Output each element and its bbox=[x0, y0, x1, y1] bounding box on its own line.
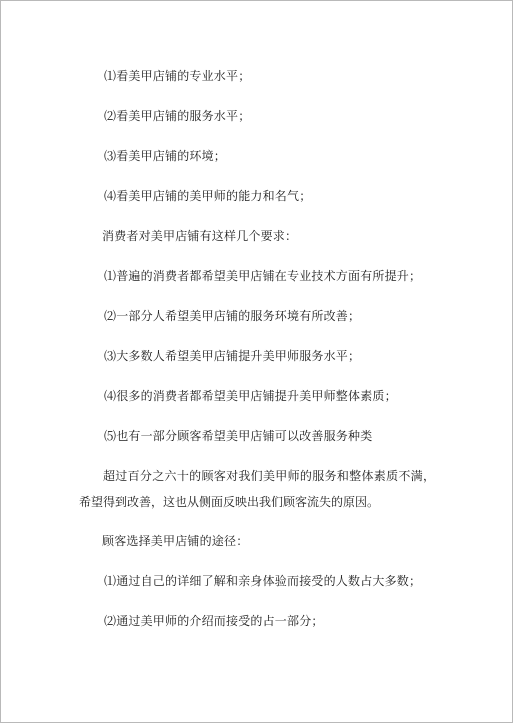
section-heading: 顾客选择美甲店铺的途径： bbox=[102, 534, 249, 548]
paragraph-item: ⑶大多数人希望美甲店铺提升美甲师服务水平； bbox=[104, 349, 361, 363]
paragraph-item: ⑷很多的消费者都希望美甲店铺提升美甲师整体素质； bbox=[104, 389, 397, 403]
paragraph-item: ⑵通过美甲师的介绍而接受的占一部分； bbox=[104, 614, 324, 628]
paragraph-item: ⑶看美甲店铺的环境； bbox=[104, 149, 227, 163]
paragraph-item: ⑵一部分人希望美甲店铺的服务环境有所改善； bbox=[104, 309, 361, 323]
paragraph-item: ⑸也有一部分顾客希望美甲店铺可以改善服务种类 bbox=[104, 429, 373, 443]
paragraph-item: ⑴通过自己的详细了解和亲身体验而接受的人数占大多数； bbox=[104, 574, 422, 588]
body-paragraph: 超过百分之六十的顾客对我们美甲师的服务和整体素质不满，希望得到改善，这也从侧面反映出我们顾客流失的原因。 bbox=[79, 469, 435, 509]
paragraph-item: ⑷看美甲店铺的美甲师的能力和名气； bbox=[104, 189, 312, 203]
paragraph-item: ⑴普遍的消费者都希望美甲店铺在专业技术方面有所提升； bbox=[104, 269, 422, 283]
paragraph-item: ⑵看美甲店铺的服务水平； bbox=[104, 109, 251, 123]
paragraph-item: ⑴看美甲店铺的专业水平； bbox=[104, 69, 251, 83]
section-heading: 消费者对美甲店铺有这样几个要求： bbox=[102, 229, 298, 243]
